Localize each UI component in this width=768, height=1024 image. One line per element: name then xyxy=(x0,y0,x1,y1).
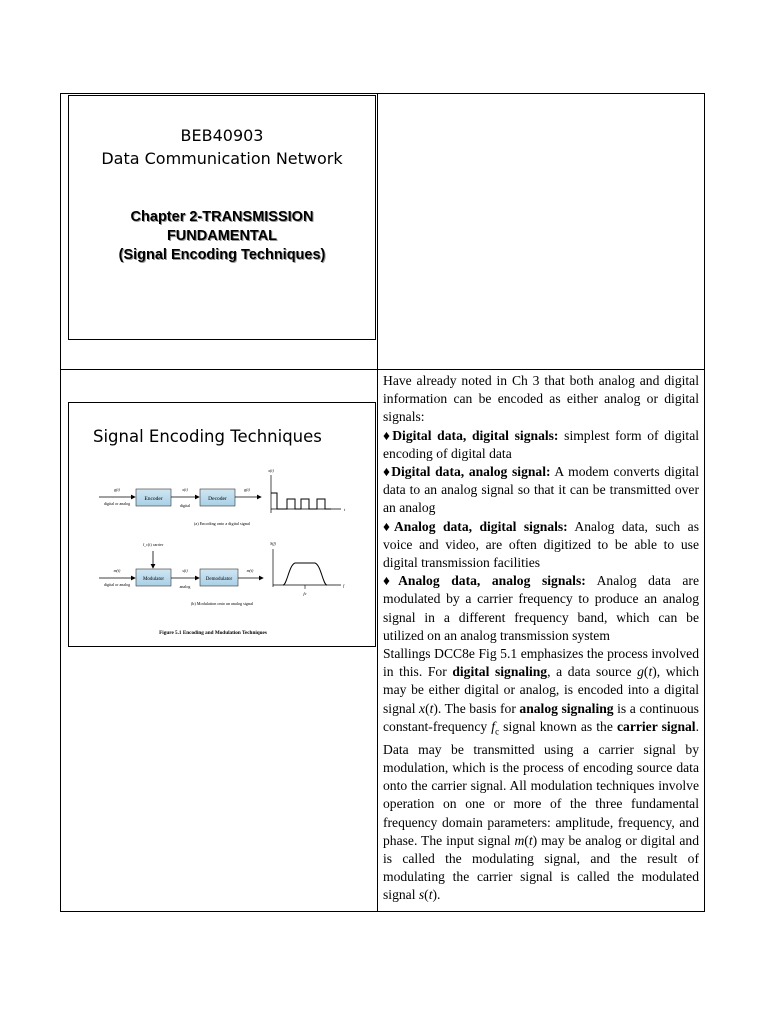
text-run: ), which may be either digital or analog, is encoded into a digital signal xyxy=(383,664,699,716)
text-run: ( xyxy=(643,664,649,680)
spectrum-curve xyxy=(283,563,327,585)
bullet-item: ♦Analog data, digital signals: Analog data, such as voice and video, are often digitized to be able to use digital transmission facilities xyxy=(383,518,699,571)
sub-caption-b: (b) Modulation onto an analog signal xyxy=(190,601,254,606)
text-run: is a continuous constant-frequency xyxy=(383,700,699,734)
bullet-text: simplest form of digital encoding of digital data xyxy=(383,427,700,461)
text-run: ( xyxy=(524,832,529,848)
digital-label: digital xyxy=(179,503,191,508)
bullet-heading: Analog data, digital signals: xyxy=(393,518,568,534)
bold-term: analog signaling xyxy=(519,700,614,716)
digital-or-analog-label: digital or analog xyxy=(103,501,131,506)
text-run: ). xyxy=(432,887,441,903)
carrier-label: f_c(t) carrier xyxy=(142,542,164,547)
slide-thumbnail-title xyxy=(68,95,376,340)
table-border-top xyxy=(60,93,705,94)
italic-symbol: g xyxy=(637,664,644,680)
text-run: ). The basis for xyxy=(433,700,520,716)
bullet-text: A modem converts digital data to an analog signal so that it can be transmitted over an analog xyxy=(383,464,699,516)
bold-term: digital signaling xyxy=(452,664,548,680)
encoder-label: Encoder xyxy=(144,496,163,502)
subscript: c xyxy=(495,726,500,737)
text-run: ( xyxy=(424,887,429,903)
s-mid-label: s(t) xyxy=(182,568,188,573)
chapter-title-line-1: Chapter 2-TRANSMISSION xyxy=(130,209,314,225)
chapter-title-line-3: (Signal Encoding Techniques) xyxy=(118,247,326,263)
chapter-title-line-2: FUNDAMENTAL xyxy=(166,228,278,244)
notes-intro: Have already noted in Ch 3 that both analog and digital information can be encoded as either analog or digital signals: xyxy=(383,373,699,425)
digital-waveform xyxy=(271,493,331,509)
bold-term: carrier signal xyxy=(616,718,696,734)
course-name: Data Communication Network xyxy=(101,149,343,168)
fc-label: fc xyxy=(303,591,307,596)
text-run: Stallings DCC8e Fig 5.1 emphasizes the process involved in this. For xyxy=(383,646,699,680)
encoding-modulation-figure xyxy=(69,403,375,646)
bullet-heading: Digital data, analog signal: xyxy=(391,464,551,480)
m-output-label: m(t) xyxy=(246,568,254,573)
text-run: signal known as the xyxy=(499,718,617,734)
bullet-text: Analog data, such as voice and video, are often digitized to be able to use digital transmission facilities xyxy=(383,518,699,571)
plot-b-y-label: S(f) xyxy=(270,541,276,546)
italic-symbol: m xyxy=(514,832,525,848)
bullet-heading: Digital data, digital signals: xyxy=(392,427,559,443)
italic-symbol: x xyxy=(419,700,426,716)
slide-title: Signal Encoding Techniques xyxy=(93,427,322,446)
bullet-item: ♦Digital data, digital signals: simplest form of digital encoding of digital data xyxy=(383,427,700,461)
table-row-divider xyxy=(60,369,705,370)
m-input-label: m(t) xyxy=(113,568,121,573)
plot-a-y-label: x(t) xyxy=(268,468,274,473)
analog-label: analog xyxy=(179,584,191,589)
digital-or-analog-label-b: digital or analog xyxy=(103,582,131,587)
bullet-text: Analog data are modulated by a carrier frequency to produce an analog signal in a different frequency band, which can be utilized on an analog transmission system xyxy=(383,573,699,643)
g-input-label: g(t) xyxy=(114,487,120,492)
course-code: BEB40903 xyxy=(180,126,264,145)
text-run: . Data may be transmitted using a carrier signal by modulation, which is the process of encoding source data onto the carrier signal. All modulation techniques involve operation on one or more of the three fundamental frequency domain parameters: amplitude, frequency, and phase. The input signal xyxy=(383,718,699,848)
modulator-label: Modulator xyxy=(142,577,165,582)
table-column-divider xyxy=(377,93,378,912)
italic-symbol: t xyxy=(528,832,533,848)
plot-a-x-label: t xyxy=(344,507,346,512)
table-border-bottom xyxy=(60,911,705,912)
text-run: ( xyxy=(425,700,430,716)
table-border-right xyxy=(704,93,705,912)
italic-symbol: t xyxy=(429,700,434,716)
slide-thumbnail-encoding xyxy=(68,402,376,647)
notes-text xyxy=(383,372,699,905)
text-run: ) may be analog or digital and is called the modulating signal, and the result of modulating the carrier signal is called the modulated signal xyxy=(383,832,700,903)
demodulator-label: Demodulator xyxy=(205,577,233,582)
bullet-item: ♦Digital data, analog signal: A modem converts digital data to an analog signal so that it can be transmitted over an analog xyxy=(383,464,699,516)
bullet-heading: Analog data, analog signals: xyxy=(398,573,586,589)
g-output-label: g(t) xyxy=(244,487,250,492)
table-border-left xyxy=(60,93,61,912)
italic-symbol: t xyxy=(648,664,653,680)
x-mid-label: x(t) xyxy=(182,487,188,492)
bullet-item: ♦Analog data, analog signals: Analog data are modulated by a carrier frequency to produce an analog signal in a different frequency band, which can be utilized on an analog transmission system xyxy=(383,573,699,643)
italic-symbol: s xyxy=(418,887,425,903)
sub-caption-a: (a) Encoding onto a digital signal xyxy=(194,521,250,526)
decoder-label: Decoder xyxy=(208,496,227,502)
notes-paragraph xyxy=(383,645,699,905)
italic-symbol: t xyxy=(428,887,433,903)
plot-b-x-label: f xyxy=(343,583,345,588)
italic-symbol: f xyxy=(491,718,496,734)
figure-caption: Figure 5.1 Encoding and Modulation Techniques xyxy=(159,630,267,636)
text-run: , a data source xyxy=(547,664,638,680)
